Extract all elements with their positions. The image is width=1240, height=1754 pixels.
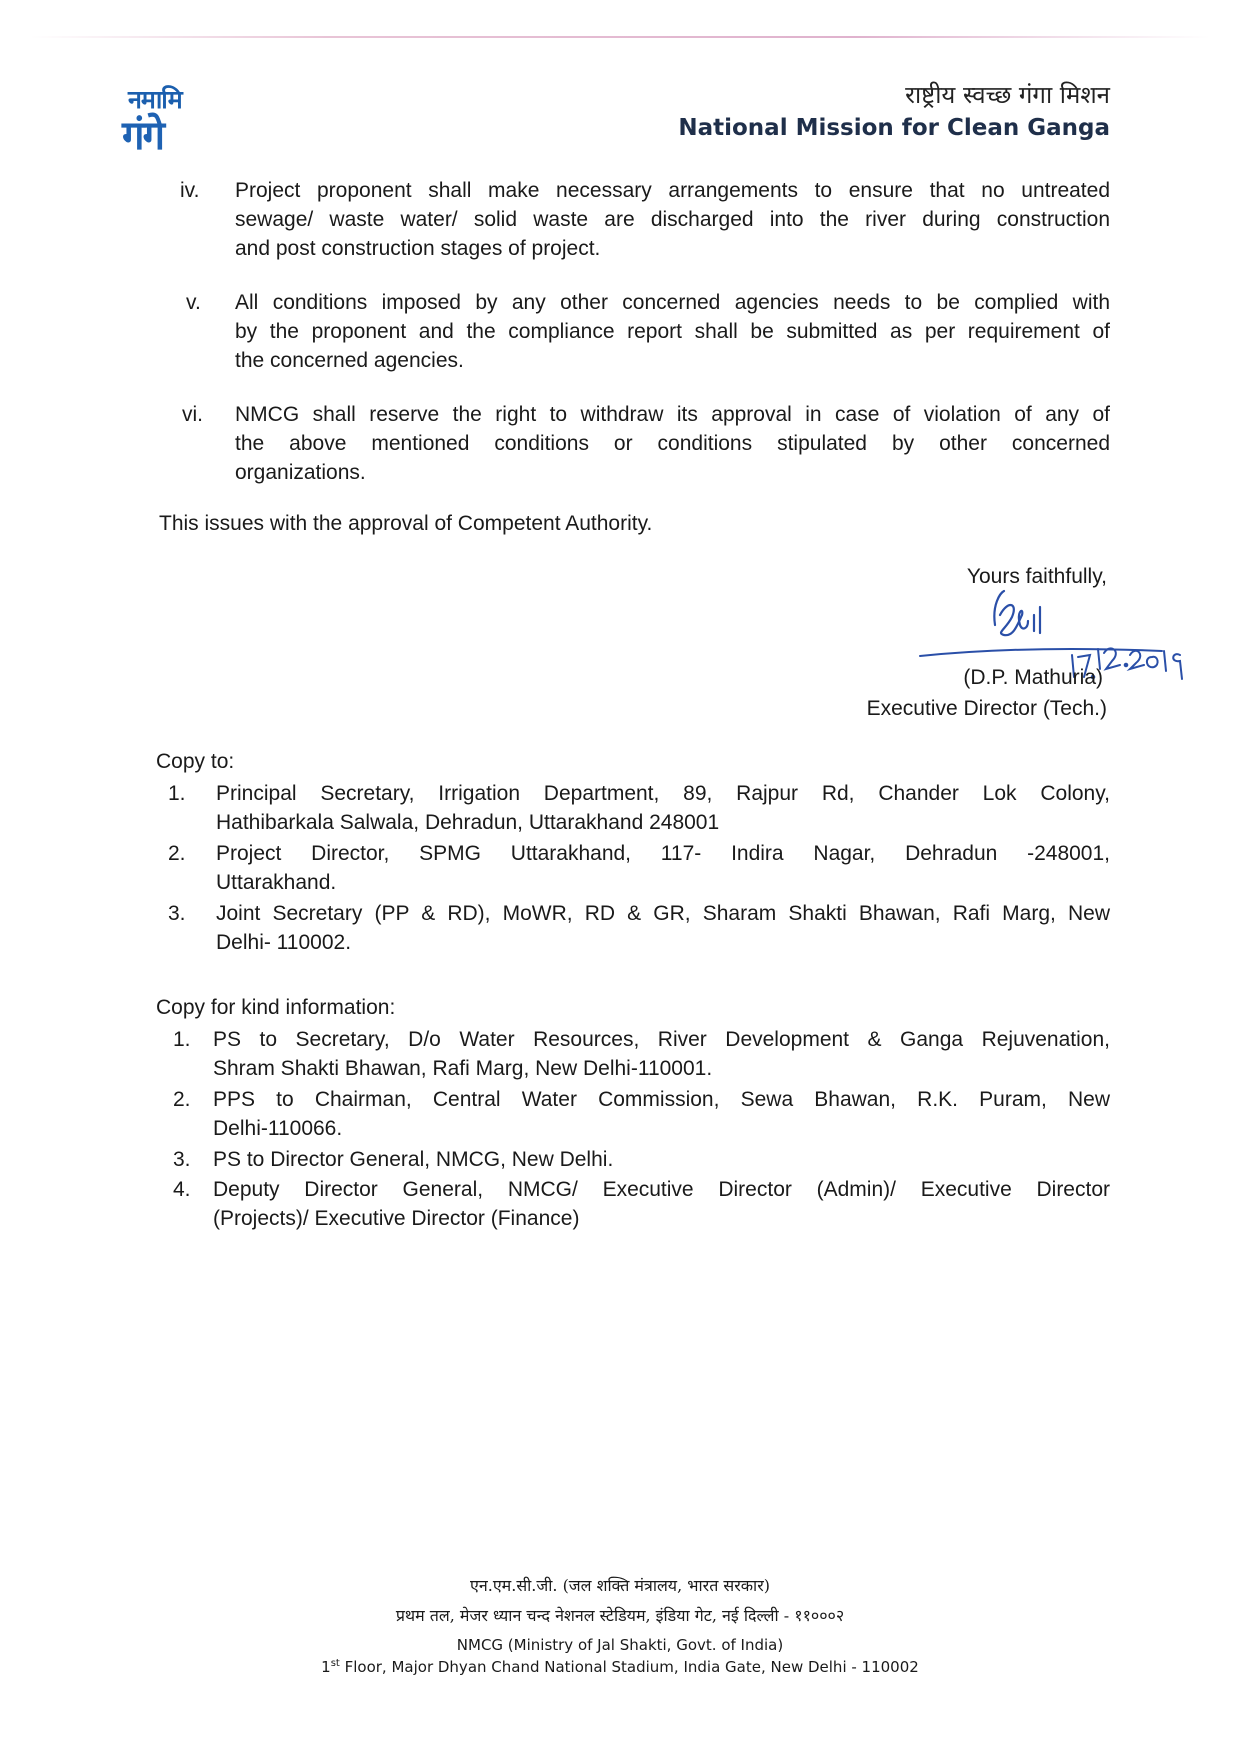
copy-to-line: Joint Secretary (PP & RD), MoWR, RD & GR, Sharam Shakti Bhawan, Rafi Marg, New [216,902,1110,925]
condition-line: sewage/ waste water/ solid waste are discharged into the river during construction [235,208,1110,231]
condition-item [180,400,1110,487]
condition-line: All conditions imposed by any other concerned agencies needs to be complied with [235,291,1110,314]
condition-line: by the proponent and the compliance report shall be submitted as per requirement of [235,320,1110,343]
condition-line: the concerned agencies. [235,349,464,372]
condition-item [180,288,1110,375]
logo-text-top: नमामि [128,85,182,114]
copy-info-number: 4. [173,1178,191,1201]
copy-info-item [173,1085,1110,1143]
copy-info-line: Shram Shakti Bhawan, Rafi Marg, New Delhi-110001. [213,1057,713,1080]
condition-line: organizations. [235,461,366,484]
copy-to-item [168,779,1110,837]
copy-info-number: 3. [173,1148,191,1171]
copy-info-number: 2. [173,1088,191,1111]
condition-line: the above mentioned conditions or conditions stipulated by other concerned [235,432,1110,455]
copy-info-number: 1. [173,1028,191,1051]
copy-to-number: 2. [168,842,186,865]
closing-salutation: Yours faithfully, [966,565,1107,588]
copy-info-item [173,1025,1110,1083]
copy-info-item [173,1175,1110,1233]
copy-to-heading: Copy to: [156,750,235,773]
footer-floor-number: 1 [321,1658,331,1676]
namami-gange-logo [122,82,232,159]
copy-to-number: 3. [168,902,186,925]
condition-line: NMCG shall reserve the right to withdraw its approval in case of violation of any of [235,403,1110,426]
condition-line: Project proponent shall make necessary arrangements to ensure that no untreated [235,179,1110,202]
condition-item [180,176,1110,263]
logo-text-bottom: गंगे [122,113,164,159]
condition-number: iv. [180,179,200,202]
footer-hindi-address: प्रथम तल, मेजर ध्यान चन्द नेशनल स्टेडियम, इंडिया गेट, नई दिल्ली - ११०००२ [395,1606,845,1625]
copy-info-line: PS to Director General, NMCG, New Delhi. [213,1148,614,1171]
copy-to-line: Hathibarkala Salwala, Dehradun, Uttarakhand 248001 [216,811,720,834]
condition-number: vi. [182,403,203,426]
footer-english-org: NMCG (Ministry of Jal Shakti, Govt. of India) [456,1636,784,1654]
condition-line: and post construction stages of project. [235,237,601,260]
copy-to-number: 1. [168,782,186,805]
copy-to-line: Uttarakhand. [216,871,337,894]
copy-to-item [168,899,1110,957]
top-decorative-rule [30,36,1210,38]
copy-to-line: Delhi- 110002. [216,931,352,954]
signatory-designation: Executive Director (Tech.) [866,697,1107,720]
copy-info-line: PS to Secretary, D/o Water Resources, River Development & Ganga Rejuvenation, [213,1028,1110,1051]
footer-hindi-org: एन.एम.सी.जी. (जल शक्ति मंत्रालय, भारत सरकार) [470,1576,770,1595]
signatory-name: (D.P. Mathuria) [963,666,1103,689]
org-name-english: National Mission for Clean Ganga [678,115,1110,141]
footer-floor-suffix: st [330,1658,340,1669]
condition-number: v. [186,291,201,314]
approval-statement: This issues with the approval of Competent Authority. [159,512,653,535]
copy-to-item [168,839,1110,897]
copy-info-line: PPS to Chairman, Central Water Commission, Sewa Bhawan, R.K. Puram, New [213,1088,1110,1111]
copy-to-line: Principal Secretary, Irrigation Department, 89, Rajpur Rd, Chander Lok Colony, [216,782,1110,805]
copy-info-line: (Projects)/ Executive Director (Finance) [213,1207,580,1230]
copy-info-item [173,1145,1110,1174]
copy-info-line: Delhi-110066. [213,1117,343,1140]
org-name-hindi: राष्ट्रीय स्वच्छ गंगा मिशन [905,81,1110,109]
footer-address-text: Floor, Major Dhyan Chand National Stadium, India Gate, New Delhi - 110002 [339,1658,919,1676]
copy-info-heading: Copy for kind information: [156,996,396,1019]
footer-english-address [0,1658,1240,1676]
copy-to-line: Project Director, SPMG Uttarakhand, 117- Indira Nagar, Dehradun -248001, [216,842,1110,865]
copy-info-line: Deputy Director General, NMCG/ Executive Director (Admin)/ Executive Director [213,1178,1110,1201]
